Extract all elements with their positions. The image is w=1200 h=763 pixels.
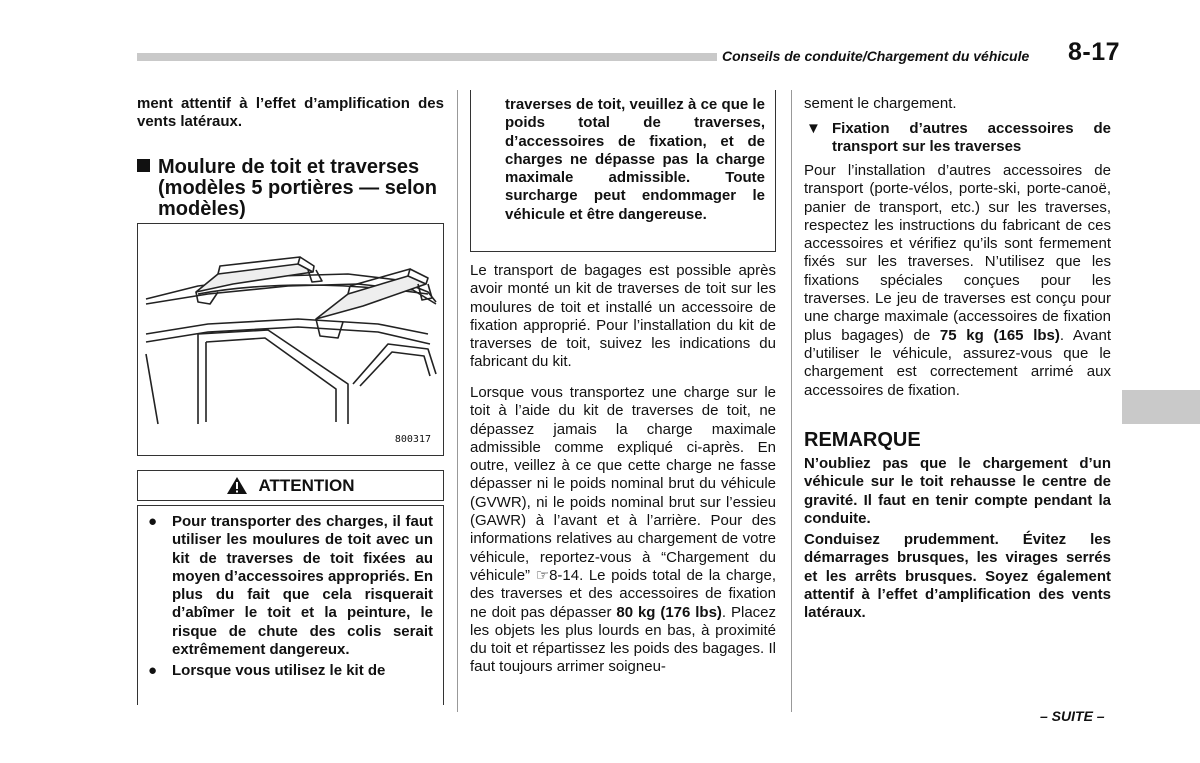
attention-box-continued: traverses de toit, veuillez à ce que le poids total de traverses, d’accessoires de fixation, et de charges ne dépasse pas la charge maximale admissible. Toute surcharge peut endommager le véhicule et être dangereuse. [470,90,776,252]
col2-paragraph-1: Le transport de bagages est possible après avoir monté un kit de traverses de toit sur les moulures de toit et installé un accessoire de fixation approprié. Pour l’installation du kit de traverses de toit, suivez les indications du fabricant du kit. [470,262,776,371]
bullet-icon: ● [148,662,158,680]
car-roof-rack-icon [138,224,443,455]
subheading: ▼ Fixation d’autres accessoires de transport sur les traverses [806,120,1111,156]
bullet-icon: ● [148,513,158,530]
attention-title: ATTENTION [258,475,355,495]
figure-code: 800317 [394,434,431,445]
square-bullet-icon [137,159,150,172]
attention-box [137,505,444,705]
roof-rack-illustration [137,223,444,456]
col3-paragraph: Pour l’installation d’autres accessoires de transport (porte-vélos, porte-ski, porte-canoë, panier de transport, etc.) sur les traverses, respectez les instructions du fabricant de ces accessoires et vérifiez qu’ils sont fermement fixés sur les traverses. N’utilisez que les fixations spéciales conçues pour les traverses. Le jeu de traverses est conçu pour une charge maximale (accessoires de fixation plus bagages) de 75 kg (165 lbs). Avant d’utiliser le véhicule, assurez-vous que le chargement est correctement arrimé aux accessoires de fixation. [804,162,1112,399]
triangle-down-icon: ▼ [806,120,821,137]
column-divider-2 [791,90,792,712]
section-title: Conseils de conduite/Chargement du véhicule [722,48,1030,64]
attention-bullet-1: ● Pour transporter des charges, il faut utiliser les moulures de toit avec un kit de traverses de toit fixées au moyen d’accessoires appropriés. En plus du fait que cela risquerait d’abîmer le toit et la peinture, le risque de chute des colis serait extrêmement dangereux. [148,513,433,659]
col2-paragraph-2: Lorsque vous transportez une charge sur le toit à l’aide du kit de traverses de toit, ne dépassez jamais la charge maximale admissible comme expliqué ci-après. En outre, veillez à ce que cette charge ne fasse dépasser ni le poids nominal brut du véhicule (GVWR), ni le poids nominal brut sur l’essieu (GAWR) à l’avant et à l’arrière. Pour des informations relatives au chargement de votre véhicule, reportez-vous à “Chargement du véhicule” ☞8-14. Le poids total de la charge, des traverses et des accessoires de fixation ne doit pas dépasser 80 kg (176 lbs). Placez les objets les plus lourds en bas, à proximité du toit et répartissez les poids des bagages. Il faut toujours arrimer soigneu- [470,384,777,676]
remark-paragraph-1: N’oubliez pas que le chargement d’un véhicule sur le toit rehausse le centre de gravité. Il faut en tenir compte pendant la conduite. [804,455,1111,527]
attention-header [137,470,444,501]
page-number: 8-17 [1068,38,1121,66]
header-rule [137,53,717,61]
col3-continued: sement le chargement. [804,95,957,112]
col1-intro: ment attentif à l’effet d’amplification des vents latéraux. [137,95,444,131]
column-divider-1 [457,90,458,712]
reference-icon: ☞ [535,566,550,584]
chapter-tab [1122,390,1200,424]
attention-bullet-2: ● Lorsque vous utilisez le kit de [148,662,386,680]
remark-title: REMARQUE [804,429,921,451]
remark-paragraph-2: Conduisez prudemment. Évitez les démarrages brusques, les virages serrés et les arrêts brusques. Soyez également attentif à l’effet d’amplification des vents latéraux. [804,531,1111,622]
warning-triangle-icon [226,476,248,495]
continued-marker: – SUITE – [1040,708,1105,724]
section-heading: Moulure de toit et traverses (modèles 5 portières — selon modèles) [137,157,457,220]
